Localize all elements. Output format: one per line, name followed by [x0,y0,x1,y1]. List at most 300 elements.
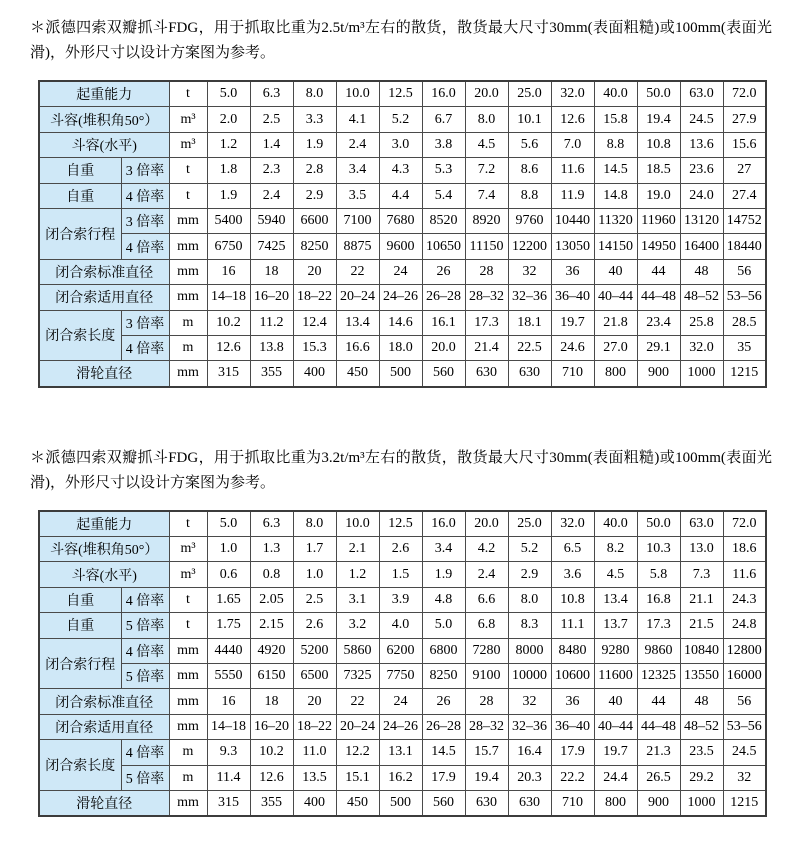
row-label-cell: 3 倍率 [121,208,169,233]
value-cell: 12800 [723,638,766,663]
value-cell: 10.8 [551,587,594,612]
value-cell: 44 [637,259,680,284]
value-cell: 7750 [379,664,422,689]
value-cell: 63.0 [680,81,723,107]
table-row [39,664,766,689]
row-label-cell: 闭合索适用直径 [39,714,169,739]
value-cell: 24.4 [594,765,637,790]
value-cell: 12.6 [207,335,250,360]
row-label-cell: 滑轮直径 [39,790,169,816]
table-row [39,132,766,157]
value-cell: 11320 [594,208,637,233]
value-cell: 8920 [465,208,508,233]
table-row [39,790,766,816]
value-cell: 1.5 [379,562,422,587]
value-cell: 10600 [551,664,594,689]
value-cell: 11960 [637,208,680,233]
value-cell: 2.6 [293,613,336,638]
value-cell: 11.1 [551,613,594,638]
value-cell: 35 [723,335,766,360]
value-cell: 16.4 [508,740,551,765]
value-cell: 26–28 [422,714,465,739]
value-cell: 26–28 [422,285,465,310]
value-cell: 8480 [551,638,594,663]
value-cell: 0.8 [250,562,293,587]
value-cell: 2.8 [293,158,336,183]
value-cell: 5550 [207,664,250,689]
value-cell: 1.65 [207,587,250,612]
value-cell: 40 [594,689,637,714]
unit-cell: m [169,335,207,360]
table-row [39,587,766,612]
unit-cell: m³ [169,132,207,157]
value-cell: 6750 [207,234,250,259]
value-cell: 3.0 [379,132,422,157]
row-label-cell: 4 倍率 [121,183,169,208]
value-cell: 36–40 [551,714,594,739]
value-cell: 28–32 [465,714,508,739]
value-cell: 22 [336,259,379,284]
note-fdg-2.5: ＊派德四索双瓣抓斗FDG，用于抓取比重为2.5t/m³左右的散货，散货最大尺寸30mm(表面粗糙)或100mm(表面光滑)，外形尺寸以设计方案图为参考。 [30,20,772,61]
value-cell: 3.4 [422,537,465,562]
row-label-cell: 起重能力 [39,511,169,537]
value-cell: 11.4 [207,765,250,790]
value-cell: 15.6 [723,132,766,157]
value-cell: 14752 [723,208,766,233]
value-cell: 40 [594,259,637,284]
value-cell: 32.0 [551,81,594,107]
value-cell: 63.0 [680,511,723,537]
value-cell: 10.2 [250,740,293,765]
value-cell: 4.4 [379,183,422,208]
row-label-cell: 4 倍率 [121,335,169,360]
value-cell: 13.7 [594,613,637,638]
value-cell: 12200 [508,234,551,259]
table-row [39,310,766,335]
value-cell: 2.0 [207,107,250,132]
value-cell: 6.5 [551,537,594,562]
value-cell: 8875 [336,234,379,259]
value-cell: 56 [723,259,766,284]
value-cell: 6.3 [250,511,293,537]
value-cell: 6500 [293,664,336,689]
value-cell: 12.6 [250,765,293,790]
value-cell: 450 [336,361,379,387]
value-cell: 17.3 [637,613,680,638]
value-cell: 11150 [465,234,508,259]
value-cell: 12.5 [379,511,422,537]
value-cell: 5.0 [207,511,250,537]
value-cell: 14–18 [207,285,250,310]
value-cell: 24.0 [680,183,723,208]
value-cell: 10.8 [637,132,680,157]
value-cell: 16400 [680,234,723,259]
value-cell: 10.0 [336,511,379,537]
value-cell: 11600 [594,664,637,689]
value-cell: 25.0 [508,81,551,107]
value-cell: 400 [293,361,336,387]
value-cell: 1.9 [422,562,465,587]
value-cell: 27 [723,158,766,183]
value-cell: 17.9 [551,740,594,765]
table-row [39,613,766,638]
value-cell: 50.0 [637,81,680,107]
value-cell: 8250 [422,664,465,689]
value-cell: 24 [379,689,422,714]
value-cell: 4920 [250,638,293,663]
value-cell: 40.0 [594,81,637,107]
value-cell: 18440 [723,234,766,259]
value-cell: 16 [207,259,250,284]
table-row [39,714,766,739]
value-cell: 44–48 [637,714,680,739]
value-cell: 16.2 [379,765,422,790]
value-cell: 4.8 [422,587,465,612]
value-cell: 3.1 [336,587,379,612]
row-label-cell: 4 倍率 [121,587,169,612]
value-cell: 2.9 [508,562,551,587]
value-cell: 16.1 [422,310,465,335]
value-cell: 560 [422,361,465,387]
value-cell: 10.1 [508,107,551,132]
value-cell: 5.3 [422,158,465,183]
value-cell: 2.3 [250,158,293,183]
value-cell: 4.3 [379,158,422,183]
value-cell: 18.1 [508,310,551,335]
value-cell: 11.0 [293,740,336,765]
value-cell: 24.8 [723,613,766,638]
value-cell: 8.3 [508,613,551,638]
unit-cell: t [169,613,207,638]
value-cell: 900 [637,790,680,816]
value-cell: 20.3 [508,765,551,790]
value-cell: 1.2 [207,132,250,157]
value-cell: 15.8 [594,107,637,132]
unit-cell: t [169,81,207,107]
value-cell: 6.8 [465,613,508,638]
unit-cell: mm [169,714,207,739]
value-cell: 20.0 [465,511,508,537]
value-cell: 8520 [422,208,465,233]
value-cell: 2.4 [336,132,379,157]
table-row [39,361,766,387]
value-cell: 8.0 [293,511,336,537]
row-label-cell: 闭合索标准直径 [39,259,169,284]
value-cell: 16–20 [250,714,293,739]
spec-table-fdg-2.5 [38,80,767,388]
value-cell: 8.0 [508,587,551,612]
value-cell: 48–52 [680,285,723,310]
value-cell: 12.6 [551,107,594,132]
unit-cell: mm [169,664,207,689]
value-cell: 20.0 [422,335,465,360]
value-cell: 32–36 [508,714,551,739]
value-cell: 36 [551,259,594,284]
value-cell: 10650 [422,234,465,259]
table-row [39,562,766,587]
value-cell: 2.4 [250,183,293,208]
value-cell: 19.4 [465,765,508,790]
value-cell: 32 [723,765,766,790]
unit-cell: mm [169,208,207,233]
value-cell: 5400 [207,208,250,233]
row-label-cell: 3 倍率 [121,158,169,183]
unit-cell: mm [169,361,207,387]
value-cell: 8.0 [293,81,336,107]
value-cell: 19.0 [637,183,680,208]
value-cell: 14150 [594,234,637,259]
value-cell: 1000 [680,790,723,816]
value-cell: 22.5 [508,335,551,360]
value-cell: 16.8 [637,587,680,612]
value-cell: 24.5 [723,740,766,765]
value-cell: 3.5 [336,183,379,208]
value-cell: 6.6 [465,587,508,612]
unit-cell: t [169,183,207,208]
value-cell: 10.0 [336,81,379,107]
note-fdg-3.2: ＊派德四索双瓣抓斗FDG，用于抓取比重为3.2t/m³左右的散货，散货最大尺寸30mm(表面粗糙)或100mm(表面光滑)，外形尺寸以设计方案图为参考。 [30,449,772,491]
value-cell: 13120 [680,208,723,233]
table-row [39,107,766,132]
row-label-cell: 5 倍率 [121,765,169,790]
row-label-cell: 自重 [39,158,121,183]
unit-cell: mm [169,285,207,310]
value-cell: 1.4 [250,132,293,157]
value-cell: 14.8 [594,183,637,208]
row-label-cell: 4 倍率 [121,740,169,765]
value-cell: 315 [207,790,250,816]
value-cell: 1.3 [250,537,293,562]
unit-cell: mm [169,689,207,714]
value-cell: 8.2 [594,537,637,562]
value-cell: 4440 [207,638,250,663]
value-cell: 21.1 [680,587,723,612]
value-cell: 56 [723,689,766,714]
table-row [39,689,766,714]
value-cell: 44–48 [637,285,680,310]
value-cell: 25.8 [680,310,723,335]
value-cell: 1.9 [207,183,250,208]
value-cell: 500 [379,790,422,816]
value-cell: 13.1 [379,740,422,765]
value-cell: 28 [465,689,508,714]
value-cell: 15.7 [465,740,508,765]
unit-cell: m³ [169,537,207,562]
value-cell: 24–26 [379,285,422,310]
value-cell: 23.4 [637,310,680,335]
value-cell: 26 [422,259,465,284]
value-cell: 7280 [465,638,508,663]
value-cell: 4.5 [594,562,637,587]
unit-cell: m³ [169,107,207,132]
value-cell: 7425 [250,234,293,259]
value-cell: 20–24 [336,285,379,310]
value-cell: 24.3 [723,587,766,612]
value-cell: 21.8 [594,310,637,335]
unit-cell: t [169,587,207,612]
value-cell: 11.9 [551,183,594,208]
value-cell: 13.4 [336,310,379,335]
value-cell: 5.0 [422,613,465,638]
value-cell: 9280 [594,638,637,663]
value-cell: 20 [293,689,336,714]
table-row [39,638,766,663]
value-cell: 7.3 [680,562,723,587]
value-cell: 22 [336,689,379,714]
value-cell: 50.0 [637,511,680,537]
value-cell: 14.5 [594,158,637,183]
value-cell: 36 [551,689,594,714]
table-row [39,740,766,765]
table-row [39,81,766,107]
value-cell: 2.9 [293,183,336,208]
row-label-cell: 闭合索长度 [39,310,121,361]
row-label-cell: 斗容(堆积角50°） [39,537,169,562]
value-cell: 5.8 [637,562,680,587]
spec-table-fdg-3.2 [38,510,767,818]
unit-cell: mm [169,259,207,284]
table-row [39,208,766,233]
value-cell: 2.5 [250,107,293,132]
row-label-cell: 斗容(水平) [39,132,169,157]
value-cell: 14.5 [422,740,465,765]
value-cell: 8.0 [465,107,508,132]
value-cell: 44 [637,689,680,714]
value-cell: 40–44 [594,285,637,310]
value-cell: 13050 [551,234,594,259]
value-cell: 3.8 [422,132,465,157]
value-cell: 7.2 [465,158,508,183]
value-cell: 710 [551,790,594,816]
row-label-cell: 闭合索行程 [39,638,121,689]
value-cell: 1.8 [207,158,250,183]
value-cell: 14.6 [379,310,422,335]
value-cell: 20.0 [465,81,508,107]
table-row [39,285,766,310]
value-cell: 13550 [680,664,723,689]
value-cell: 26.5 [637,765,680,790]
value-cell: 23.5 [680,740,723,765]
value-cell: 2.1 [336,537,379,562]
value-cell: 18.6 [723,537,766,562]
value-cell: 32.0 [551,511,594,537]
value-cell: 8.8 [594,132,637,157]
value-cell: 1215 [723,790,766,816]
value-cell: 27.0 [594,335,637,360]
value-cell: 16.6 [336,335,379,360]
value-cell: 0.6 [207,562,250,587]
value-cell: 21.4 [465,335,508,360]
value-cell: 2.15 [250,613,293,638]
value-cell: 23.6 [680,158,723,183]
value-cell: 7325 [336,664,379,689]
value-cell: 18–22 [293,285,336,310]
row-label-cell: 自重 [39,183,121,208]
value-cell: 355 [250,790,293,816]
table-row [39,259,766,284]
value-cell: 14–18 [207,714,250,739]
value-cell: 28 [465,259,508,284]
value-cell: 630 [508,361,551,387]
row-label-cell: 闭合索长度 [39,740,121,791]
value-cell: 6150 [250,664,293,689]
value-cell: 24.6 [551,335,594,360]
row-label-cell: 斗容(水平) [39,562,169,587]
value-cell: 19.7 [551,310,594,335]
value-cell: 6600 [293,208,336,233]
value-cell: 3.2 [336,613,379,638]
value-cell: 3.6 [551,562,594,587]
unit-cell: m [169,310,207,335]
value-cell: 48–52 [680,714,723,739]
row-label-cell: 4 倍率 [121,234,169,259]
unit-cell: mm [169,234,207,259]
value-cell: 2.4 [465,562,508,587]
value-cell: 32 [508,689,551,714]
value-cell: 20 [293,259,336,284]
value-cell: 13.4 [594,587,637,612]
value-cell: 10.3 [637,537,680,562]
value-cell: 27.9 [723,107,766,132]
table-row [39,234,766,259]
value-cell: 32.0 [680,335,723,360]
table-row [39,183,766,208]
table-row [39,537,766,562]
value-cell: 4.1 [336,107,379,132]
value-cell: 560 [422,790,465,816]
value-cell: 22.2 [551,765,594,790]
value-cell: 36–40 [551,285,594,310]
value-cell: 18.5 [637,158,680,183]
table-row [39,511,766,537]
value-cell: 800 [594,790,637,816]
value-cell: 1.7 [293,537,336,562]
value-cell: 450 [336,790,379,816]
value-cell: 9860 [637,638,680,663]
value-cell: 40–44 [594,714,637,739]
value-cell: 15.1 [336,765,379,790]
unit-cell: m [169,765,207,790]
value-cell: 4.2 [465,537,508,562]
value-cell: 9760 [508,208,551,233]
value-cell: 48 [680,689,723,714]
value-cell: 16.0 [422,511,465,537]
value-cell: 7680 [379,208,422,233]
value-cell: 800 [594,361,637,387]
value-cell: 10000 [508,664,551,689]
value-cell: 13.8 [250,335,293,360]
unit-cell: mm [169,790,207,816]
row-label-cell: 闭合索标准直径 [39,689,169,714]
value-cell: 25.0 [508,511,551,537]
value-cell: 3.4 [336,158,379,183]
value-cell: 21.5 [680,613,723,638]
value-cell: 2.05 [250,587,293,612]
value-cell: 7.4 [465,183,508,208]
value-cell: 900 [637,361,680,387]
value-cell: 400 [293,790,336,816]
row-label-cell: 4 倍率 [121,638,169,663]
value-cell: 710 [551,361,594,387]
row-label-cell: 闭合索适用直径 [39,285,169,310]
value-cell: 18 [250,259,293,284]
value-cell: 20–24 [336,714,379,739]
value-cell: 12.2 [336,740,379,765]
value-cell: 3.3 [293,107,336,132]
value-cell: 630 [465,361,508,387]
value-cell: 26 [422,689,465,714]
value-cell: 29.2 [680,765,723,790]
